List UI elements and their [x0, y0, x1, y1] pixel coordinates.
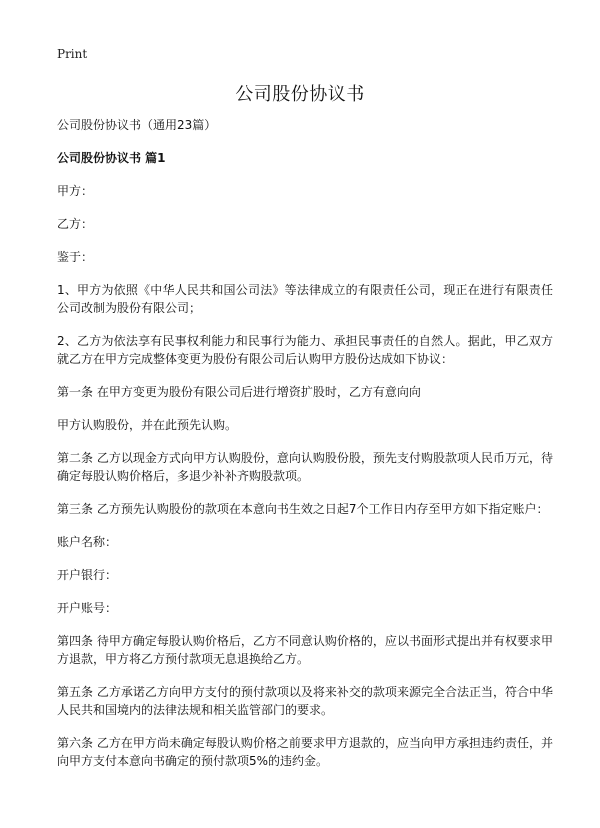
- article-3: 第三条 乙方预先认购股份的款项在本意向书生效之日起7个工作日内存至甲方如下指定账户：: [57, 502, 549, 516]
- article-2: 第二条 乙方以现金方式向甲方认购股份，意向认购股份股，预先支付购股款项人民币万元，待确定每股认购价格后，多退少补补齐购股款项。: [57, 451, 553, 483]
- whereas-line: 鉴于：: [57, 250, 94, 264]
- section-heading: 公司股份协议书 篇1: [57, 151, 166, 165]
- article-4: 第四条 待甲方确定每股认购价格后，乙方不同意认购价格的，应以书面形式提出并有权要求甲方退款，甲方将乙方预付款项无息退换给乙方。: [57, 634, 553, 666]
- article-6: 第六条 乙方在甲方尚未确定每股认购价格之前要求甲方退款的，应当向甲方承担违约责任，并向甲方支付本意向书确定的预付款项5%的违约金。: [57, 736, 553, 768]
- article-1: 第一条 在甲方变更为股份有限公司后进行增资扩股时，乙方有意向向: [57, 385, 421, 399]
- recital-1: 1、甲方为依照《中华人民共和国公司法》等法律成立的有限责任公司，现正在进行有限责任公司改制为股份有限公司；: [57, 283, 553, 315]
- recital-2: 2、乙方为依法享有民事权利能力和民事行为能力、承担民事责任的自然人。据此，甲乙双方就乙方在甲方完成整体变更为股份有限公司后认购甲方股份达成如下协议：: [57, 334, 553, 366]
- document-body: [57, 116, 553, 785]
- article-5: 第五条 乙方承诺乙方向甲方支付的预付款项以及将来补交的款项来源完全合法正当，符合中华人民共和国境内的法律法规和相关监管部门的要求。: [57, 685, 553, 717]
- account-name-line: 账户名称：: [57, 535, 118, 549]
- article-1-continued: 甲方认购股份，并在此预先认购。: [57, 418, 238, 432]
- document-title: 公司股份协议书: [235, 84, 365, 105]
- bank-line: 开户银行：: [57, 568, 118, 582]
- party-b-line: 乙方：: [57, 217, 94, 231]
- print-link[interactable]: Print: [57, 47, 88, 61]
- document-subtitle: 公司股份协议书（通用23篇）: [57, 118, 217, 132]
- account-number-line: 开户账号：: [57, 601, 118, 615]
- party-a-line: 甲方：: [57, 184, 94, 198]
